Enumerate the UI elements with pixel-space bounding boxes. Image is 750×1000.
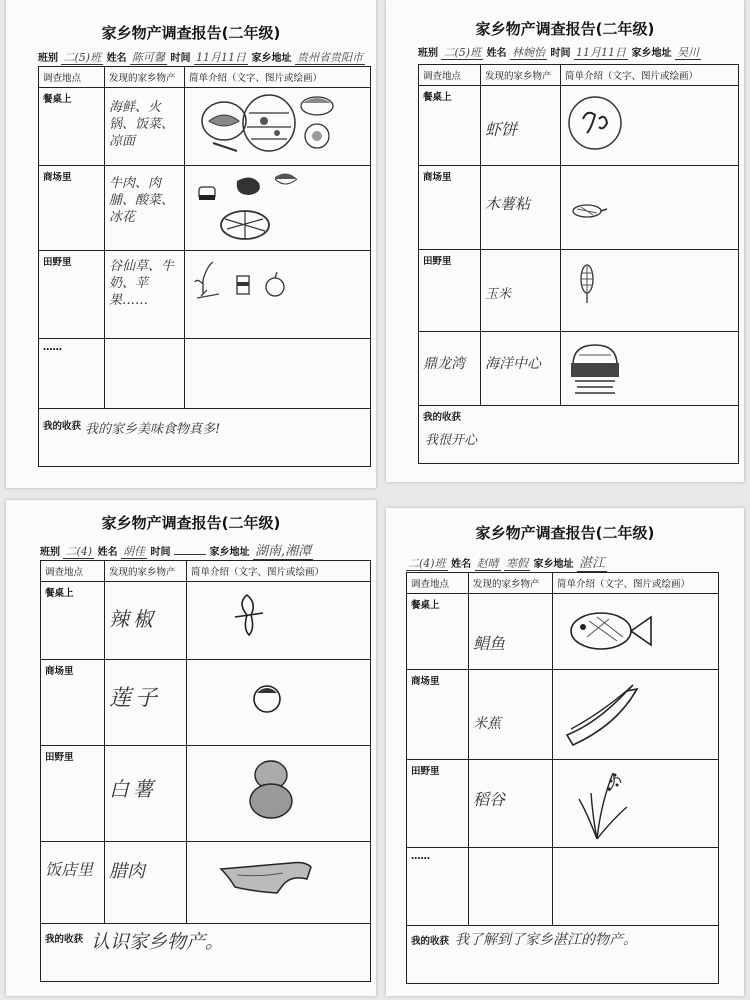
product-text: 虾饼 <box>485 120 518 139</box>
gain-text: 我了解到了家乡湛江的物产。 <box>455 932 638 948</box>
gain-text: 认识家乡物产。 <box>91 931 225 953</box>
header-place: 调查地点 <box>41 561 105 582</box>
drawing-cell[interactable] <box>561 332 739 406</box>
table-row <box>39 339 371 409</box>
table-row <box>39 88 371 166</box>
table-row <box>407 594 719 670</box>
class-value[interactable]: 二(4) <box>65 545 93 558</box>
place-text: 饭店里 <box>45 860 94 879</box>
name-label: 姓名 <box>451 559 472 570</box>
product-text: 玉米 <box>485 287 512 302</box>
form-title: 家乡物产调查报告(二年级) <box>101 514 281 532</box>
gain-label: 我的收获 <box>45 934 84 945</box>
form-title: 家乡物产调查报告(二年级) <box>475 20 655 38</box>
form-title: 家乡物产调查报告(二年级) <box>475 524 655 542</box>
table-row <box>407 848 719 926</box>
drawing-cell[interactable] <box>561 86 739 166</box>
drawing-cell[interactable] <box>187 582 371 660</box>
drawing-cell[interactable] <box>187 660 371 746</box>
place-cell: 餐桌上 <box>407 594 469 670</box>
table-header-row <box>419 65 739 86</box>
place-cell: …… <box>39 339 105 409</box>
product-cell[interactable] <box>105 842 187 924</box>
chili-drawing <box>191 585 365 655</box>
time-value[interactable]: 11月11日 <box>576 46 627 59</box>
header-place: 调查地点 <box>407 573 469 594</box>
gain-cell[interactable] <box>39 409 371 467</box>
address-value[interactable]: 湖南,湘潭 <box>254 544 312 559</box>
product-cell[interactable] <box>469 594 553 670</box>
header-product: 发现的家乡物产 <box>469 573 553 594</box>
address-label: 家乡地址 <box>209 547 250 558</box>
header-place: 调查地点 <box>39 67 105 88</box>
form-info-line <box>418 44 701 60</box>
product-cell[interactable] <box>481 86 561 166</box>
food-plates-drawing <box>189 91 365 161</box>
sweet-potato-drawing <box>191 749 365 837</box>
product-cell[interactable] <box>105 166 185 251</box>
drawing-cell[interactable] <box>561 166 739 250</box>
place-cell: 商场里 <box>39 166 105 251</box>
product-cell[interactable] <box>105 582 187 660</box>
name-value[interactable]: 林婉怡 <box>512 46 546 59</box>
header-intro: 简单介绍（文字、图片或绘画） <box>553 573 719 594</box>
drawing-cell[interactable] <box>561 250 739 332</box>
table-row <box>41 660 371 746</box>
form-info-line <box>406 552 607 571</box>
gain-label: 我的收获 <box>423 412 462 423</box>
time-value[interactable]: 11月11日 <box>196 51 247 64</box>
place-cell: 田野里 <box>41 746 105 842</box>
address-value[interactable]: 吴川 <box>676 46 699 59</box>
place-cell: …… <box>407 848 469 926</box>
header-product: 发现的家乡物产 <box>105 67 185 88</box>
product-text: 莲子 <box>109 686 162 711</box>
table-row <box>41 582 371 660</box>
header-place: 调查地点 <box>419 65 481 86</box>
product-text: 牛肉、肉脯、酸菜、冰花 <box>109 176 175 225</box>
drawing-cell[interactable] <box>553 760 719 848</box>
table-header-row <box>39 67 371 88</box>
drawing-cell[interactable] <box>553 848 719 926</box>
place-cell: 商场里 <box>41 660 105 746</box>
class-value[interactable]: 二(5)班 <box>63 51 102 64</box>
cured-meat-drawing <box>191 845 365 919</box>
gain-label: 我的收获 <box>43 421 82 432</box>
form-info-line <box>38 49 365 65</box>
gain-cell[interactable] <box>41 924 371 982</box>
place-cell: 餐桌上 <box>41 582 105 660</box>
time-label: 时间 <box>170 53 191 64</box>
header-product: 发现的家乡物产 <box>481 65 561 86</box>
product-cell[interactable] <box>481 250 561 332</box>
place-cell[interactable] <box>419 332 481 406</box>
product-cell[interactable] <box>105 339 185 409</box>
table-row <box>407 670 719 760</box>
form-info-line <box>40 540 313 559</box>
product-text: 米蕉 <box>473 716 501 732</box>
gain-label: 我的收获 <box>411 936 450 947</box>
lotus-seed-drawing <box>191 663 365 741</box>
name-value[interactable]: 赵晴 <box>476 557 499 570</box>
product-text: 腊肉 <box>109 861 145 882</box>
table-row <box>419 250 739 332</box>
place-cell: 商场里 <box>407 670 469 760</box>
header-product: 发现的家乡物产 <box>105 561 187 582</box>
form-title: 家乡物产调查报告(二年级) <box>101 24 281 42</box>
survey-form-4 <box>386 508 744 996</box>
drawing-cell[interactable] <box>187 842 371 924</box>
product-text: 海鲜、火锅、饭菜、凉面 <box>109 100 175 149</box>
drawing-cell[interactable] <box>185 339 371 409</box>
time-value[interactable]: 寒假 <box>506 557 529 570</box>
product-text: 鲳鱼 <box>473 634 506 653</box>
drawing-cell[interactable] <box>185 166 371 251</box>
class-label: 班别 <box>418 48 438 59</box>
place-cell[interactable] <box>41 842 105 924</box>
place-cell: 餐桌上 <box>39 88 105 166</box>
gain-row <box>39 409 371 467</box>
place-cell: 田野里 <box>39 251 105 339</box>
time-value[interactable] <box>174 554 206 555</box>
survey-table <box>418 64 739 464</box>
product-text: 稻谷 <box>473 790 506 809</box>
product-cell[interactable] <box>105 88 185 166</box>
table-header-row <box>41 561 371 582</box>
survey-table <box>38 66 371 467</box>
drawing-cell[interactable] <box>553 594 719 670</box>
header-intro: 简单介绍（文字、图片或绘画） <box>187 561 371 582</box>
shrimp-cake-drawing <box>565 89 735 161</box>
gain-text: 我的家乡美味食物真多! <box>85 422 221 437</box>
name-label: 姓名 <box>486 48 507 59</box>
table-row <box>419 86 739 166</box>
table-row <box>41 746 371 842</box>
address-label: 家乡地址 <box>631 48 672 59</box>
header-intro: 简单介绍（文字、图片或绘画） <box>561 65 739 86</box>
market-goods-drawing <box>189 169 365 247</box>
gain-text: 我很开心 <box>425 433 478 448</box>
product-cell[interactable] <box>469 760 553 848</box>
field-plants-drawing <box>189 254 365 334</box>
product-text: 木薯粘 <box>485 195 531 213</box>
place-text: 鼎龙湾 <box>423 356 465 372</box>
table-header-row <box>407 573 719 594</box>
name-value[interactable]: 陈可馨 <box>132 51 166 64</box>
class-value[interactable]: 二(5)班 <box>443 46 482 59</box>
rice-drawing <box>557 763 717 843</box>
product-text: 白薯 <box>109 777 157 801</box>
name-label: 姓名 <box>106 53 127 64</box>
gain-row <box>41 924 371 982</box>
table-row <box>41 842 371 924</box>
address-label: 家乡地址 <box>251 53 292 64</box>
place-cell: 餐桌上 <box>419 86 481 166</box>
class-value[interactable]: 二(4)班 <box>408 557 446 570</box>
product-text: 辣椒 <box>109 607 157 631</box>
gain-cell[interactable] <box>407 926 719 984</box>
banana-drawing <box>557 673 717 755</box>
product-cell[interactable] <box>481 332 561 406</box>
product-cell[interactable] <box>481 166 561 250</box>
survey-table <box>40 560 371 982</box>
table-row <box>419 332 739 406</box>
ocean-center-drawing <box>565 335 735 401</box>
product-text: 海洋中心 <box>485 356 541 372</box>
gain-cell[interactable] <box>419 406 739 464</box>
product-cell[interactable] <box>105 251 185 339</box>
product-text: 谷仙草、牛奶、苹果…… <box>109 259 175 308</box>
address-label: 家乡地址 <box>533 559 574 570</box>
address-value[interactable]: 贵州省贵阳市 <box>296 51 363 64</box>
place-cell: 田野里 <box>407 760 469 848</box>
drawing-cell[interactable] <box>185 251 371 339</box>
table-row <box>39 251 371 339</box>
product-cell[interactable] <box>469 848 553 926</box>
product-cell[interactable] <box>469 670 553 760</box>
place-cell: 田野里 <box>419 250 481 332</box>
survey-table <box>406 572 719 984</box>
header-intro: 简单介绍（文字、图片或绘画） <box>185 67 371 88</box>
drawing-cell[interactable] <box>187 746 371 842</box>
gain-row <box>407 926 719 984</box>
cassava-cake-drawing <box>565 169 735 245</box>
drawing-cell[interactable] <box>553 670 719 760</box>
corn-drawing <box>565 253 735 327</box>
table-row <box>419 166 739 250</box>
class-label: 班别 <box>40 547 60 558</box>
time-label: 时间 <box>150 547 171 558</box>
survey-form-2 <box>386 0 744 482</box>
fish-drawing <box>557 597 717 665</box>
drawing-cell[interactable] <box>185 88 371 166</box>
address-value[interactable]: 湛江 <box>579 556 606 571</box>
table-row <box>39 166 371 251</box>
gain-row <box>419 406 739 464</box>
name-value[interactable]: 胡佳 <box>123 545 146 558</box>
name-label: 姓名 <box>97 547 118 558</box>
time-label: 时间 <box>550 48 571 59</box>
survey-form-3 <box>6 500 376 996</box>
survey-form-1 <box>6 0 376 488</box>
table-row <box>407 760 719 848</box>
product-cell[interactable] <box>105 660 187 746</box>
class-label: 班别 <box>38 53 58 64</box>
product-cell[interactable] <box>105 746 187 842</box>
place-cell: 商场里 <box>419 166 481 250</box>
